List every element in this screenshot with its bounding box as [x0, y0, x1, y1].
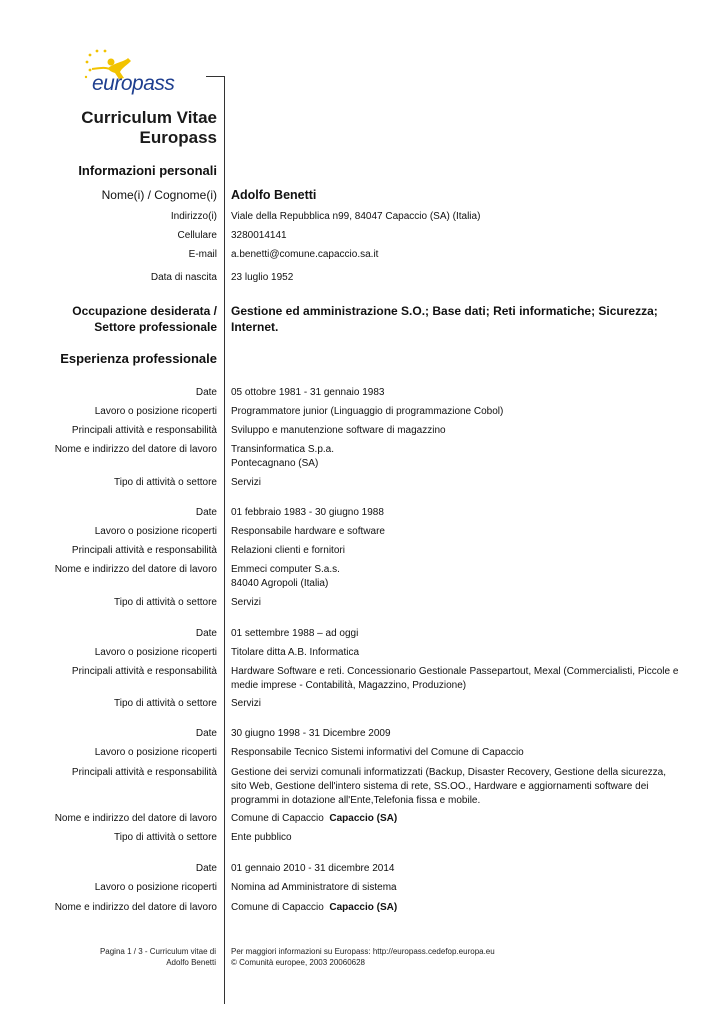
- desired-label: [72, 303, 217, 335]
- mobile-value: 3280014141: [231, 230, 287, 241]
- footer-info: [231, 946, 495, 968]
- position-label: Lavoro o posizione ricoperti: [94, 526, 217, 537]
- job-date: 01 settembre 1988 – ad oggi: [231, 628, 359, 639]
- email-label: E-mail: [188, 249, 217, 260]
- job-sector: Servizi: [231, 477, 262, 488]
- section-experience: Esperienza professionale: [60, 351, 217, 366]
- job-date: 05 ottobre 1981 - 31 gennaio 1983: [231, 387, 385, 398]
- section-personal-info: Informazioni personali: [78, 163, 217, 178]
- job-sector: Servizi: [231, 698, 262, 709]
- footer-divider: [224, 944, 225, 1004]
- footer-right-line-1[interactable]: Per maggiori informazioni su Europass: http://europass.cedefop.europa.eu: [231, 947, 495, 956]
- address-label: Indirizzo(i): [170, 211, 217, 222]
- activities-line-1: Gestione dei servizi comunali informatizzati (Backup, Disaster Recovery, Gestione della sicurezza,: [231, 767, 666, 778]
- job-position: Nomina ad Amministratore di sistema: [231, 882, 397, 893]
- name-value: Adolfo Benetti: [231, 188, 317, 202]
- footer-page-info: [100, 946, 216, 968]
- activities-label: Principali attività e responsabilità: [71, 767, 217, 778]
- employer-line-2: 84040 Agropoli (Italia): [231, 578, 329, 589]
- position-label: Lavoro o posizione ricoperti: [94, 882, 217, 893]
- job-sector: Servizi: [231, 597, 262, 608]
- birth-label: Data di nascita: [150, 272, 217, 283]
- sector-label: Tipo di attività o settore: [113, 832, 217, 843]
- job-activities: Sviluppo e manutenzione software di magazzino: [231, 425, 446, 436]
- desired-value-line-2: Internet.: [231, 320, 279, 334]
- footer-left-line-1: Pagina 1 / 3 - Curriculum vitae di: [99, 947, 216, 956]
- email-value[interactable]: a.benetti@comune.capaccio.sa.it: [231, 249, 379, 260]
- activities-label: Principali attività e responsabilità: [71, 425, 217, 436]
- activities-label: Principali attività e responsabilità: [71, 666, 217, 677]
- divider-hook: [206, 76, 225, 77]
- desired-value-line-1: Gestione ed amministrazione S.O.; Base dati; Reti informatiche; Sicurezza;: [231, 304, 658, 318]
- activities-label: Principali attività e responsabilità: [71, 545, 217, 556]
- date-label: Date: [195, 507, 217, 518]
- activities-line-3: programmi in dotazione all'Ente,Telefonia fissa e mobile.: [231, 795, 481, 806]
- job-employer: [231, 812, 691, 826]
- employer-line-1: Transinformatica S.p.a.: [231, 444, 335, 455]
- employer-label: Nome e indirizzo del datore di lavoro: [54, 902, 217, 913]
- employer-label: Nome e indirizzo del datore di lavoro: [54, 813, 217, 824]
- employer-bold: Capaccio (SA): [329, 813, 398, 824]
- date-label: Date: [195, 863, 217, 874]
- job-position: Responsabile hardware e software: [231, 526, 385, 537]
- activities-line-2: sito Web, Gestione dell'intero sistema di rete, SS.OO., Hardware e aggiornamenti software dei: [231, 781, 649, 792]
- job-activities: Relazioni clienti e fornitori: [231, 545, 345, 556]
- employer-plain: Comune di Capaccio: [231, 902, 324, 913]
- birth-value: 23 luglio 1952: [231, 272, 294, 283]
- job-date: 01 gennaio 2010 - 31 dicembre 2014: [231, 863, 395, 874]
- sector-label: Tipo di attività o settore: [113, 597, 217, 608]
- date-label: Date: [195, 728, 217, 739]
- job-employer: [231, 443, 691, 471]
- employer-plain: Comune di Capaccio: [231, 813, 324, 824]
- job-employer: [231, 563, 691, 591]
- job-sector: Ente pubblico: [231, 832, 292, 843]
- date-label: Date: [195, 387, 217, 398]
- sector-label: Tipo di attività o settore: [113, 477, 217, 488]
- sector-label: Tipo di attività o settore: [113, 698, 217, 709]
- column-divider: [224, 76, 225, 944]
- logo-text: europass: [92, 72, 175, 95]
- job-activities: [231, 766, 691, 808]
- date-label: Date: [195, 628, 217, 639]
- employer-line-2: Pontecagnano (SA): [231, 458, 319, 469]
- employer-bold: Capaccio (SA): [329, 902, 398, 913]
- job-position: Responsabile Tecnico Sistemi informativi del Comune di Capaccio: [231, 747, 524, 758]
- employer-label: Nome e indirizzo del datore di lavoro: [54, 444, 217, 455]
- position-label: Lavoro o posizione ricoperti: [94, 747, 217, 758]
- desired-value: [231, 303, 691, 335]
- employer-line-1: Emmeci computer S.a.s.: [231, 564, 340, 575]
- position-label: Lavoro o posizione ricoperti: [94, 647, 217, 658]
- mobile-label: Cellulare: [177, 230, 217, 241]
- job-date: 01 febbraio 1983 - 30 giugno 1988: [231, 507, 384, 518]
- address-value: Viale della Repubblica n99, 84047 Capaccio (SA) (Italia): [231, 211, 481, 222]
- cv-title-line-1: Curriculum Vitae: [81, 108, 217, 127]
- employer-label: Nome e indirizzo del datore di lavoro: [54, 564, 217, 575]
- job-activities: [231, 665, 691, 693]
- desired-label-line-2: Settore professionale: [94, 320, 217, 334]
- activities-line-2: medie imprese - Contabilità, Magazzino, Produzione): [231, 680, 467, 691]
- cv-title-line-2: Europass: [139, 128, 217, 147]
- job-position: Programmatore junior (Linguaggio di programmazione Cobol): [231, 406, 504, 417]
- job-date: 30 giugno 1998 - 31 Dicembre 2009: [231, 728, 391, 739]
- position-label: Lavoro o posizione ricoperti: [94, 406, 217, 417]
- name-label: Nome(i) / Cognome(i): [101, 188, 217, 202]
- footer-left-line-2: Adolfo Benetti: [166, 958, 216, 967]
- activities-line-1: Hardware Software e reti. Concessionario Gestionale Passepartout, Mexal (Commercialisti, Piccole e: [231, 666, 679, 677]
- job-position: Titolare ditta A.B. Informatica: [231, 647, 360, 658]
- desired-label-line-1: Occupazione desiderata /: [72, 304, 217, 318]
- cv-title: [81, 108, 217, 148]
- footer-right-line-2: © Comunità europee, 2003 20060628: [231, 958, 365, 967]
- job-employer: [231, 901, 691, 915]
